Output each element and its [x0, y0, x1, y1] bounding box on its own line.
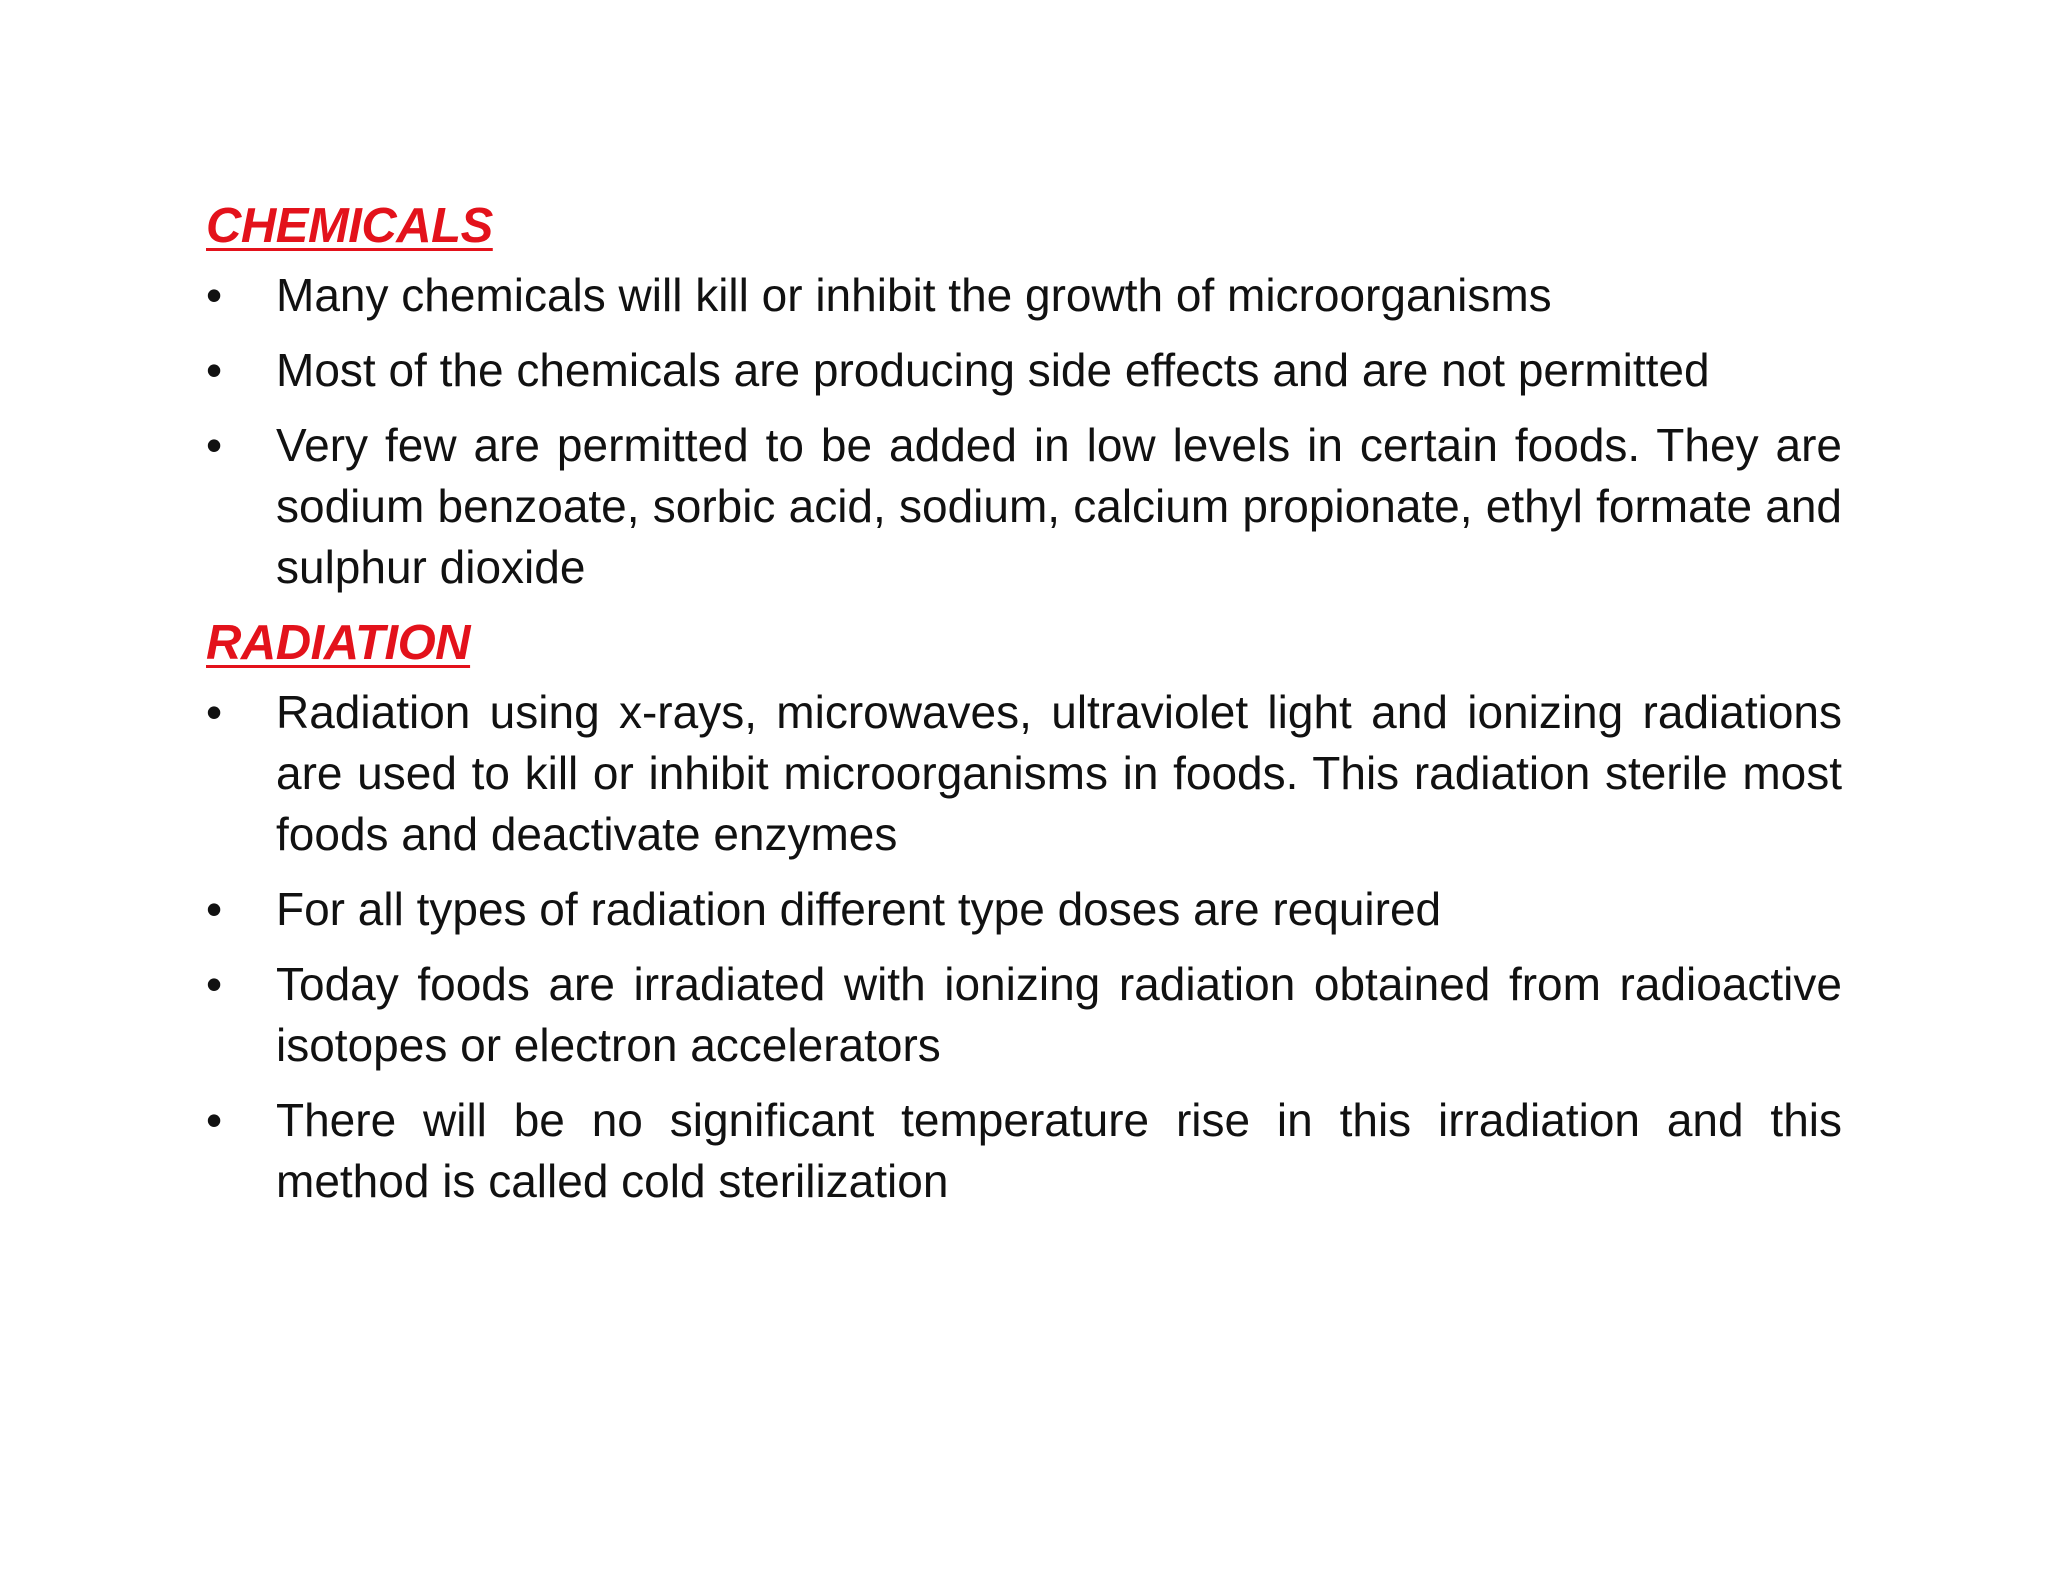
radiation-bullet-list	[206, 682, 1842, 1212]
bullet-text: Most of the chemicals are producing side effects and are not permitted	[276, 344, 1710, 396]
bullet-icon: •	[206, 269, 223, 321]
bullet-icon: •	[206, 419, 223, 471]
bullet-text: For all types of radiation different type doses are required	[276, 883, 1442, 935]
slide-content	[206, 195, 1842, 1226]
chemicals-bullet-list	[206, 265, 1842, 598]
bullet-text: Many chemicals will kill or inhibit the growth of microorganisms	[276, 269, 1552, 321]
bullet-text: Radiation using x-rays, microwaves, ultraviolet light and ionizing radiations are used to kill or inhibit microorganisms in foods. This radiation sterile most foods and deactivate enzymes	[276, 686, 1842, 860]
bullet-text: Today foods are irradiated with ionizing radiation obtained from radioactive isotopes or electron accelerators	[276, 958, 1842, 1071]
bullet-icon: •	[206, 1094, 223, 1146]
bullet-icon: •	[206, 958, 223, 1010]
section-heading-radiation: RADIATION	[206, 616, 471, 670]
list-item	[206, 954, 1842, 1076]
bullet-icon: •	[206, 686, 223, 738]
list-item	[206, 415, 1842, 598]
list-item	[206, 340, 1842, 401]
bullet-icon: •	[206, 883, 223, 935]
list-item	[206, 1090, 1842, 1212]
list-item	[206, 682, 1842, 865]
section-heading-chemicals: CHEMICALS	[206, 199, 493, 253]
bullet-text: Very few are permitted to be added in low levels in certain foods. They are sodium benzoate, sorbic acid, sodium, calcium propionate, ethyl formate and sulphur dioxide	[276, 419, 1842, 593]
bullet-icon: •	[206, 344, 223, 396]
bullet-text: There will be no significant temperature rise in this irradiation and this method is called cold sterilization	[276, 1094, 1842, 1207]
list-item	[206, 879, 1842, 940]
list-item	[206, 265, 1842, 326]
